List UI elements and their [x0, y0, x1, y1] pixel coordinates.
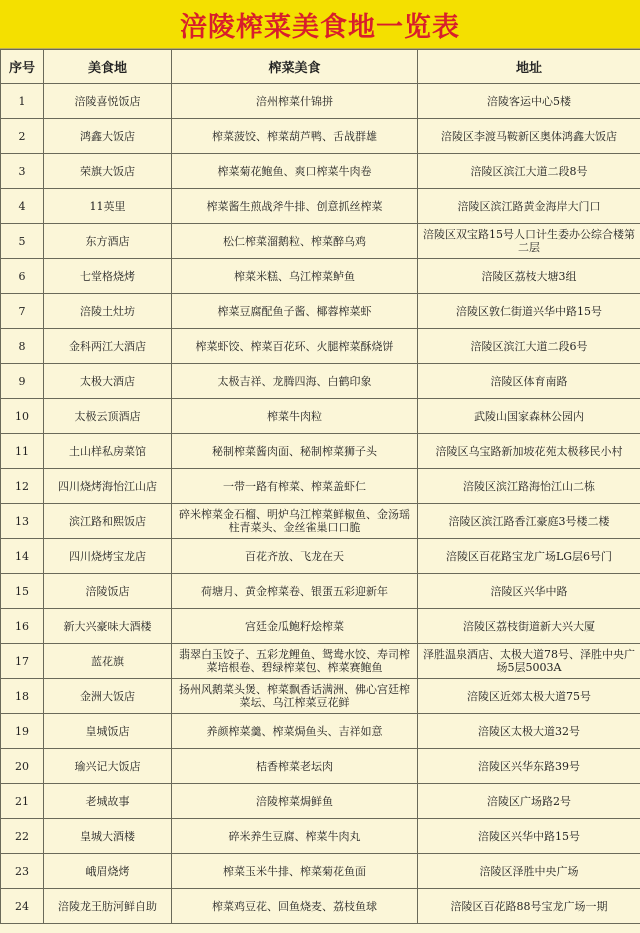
address-cell: 涪陵区兴华中路	[418, 574, 640, 609]
venue-cell: 皇城饭店	[44, 714, 172, 749]
venue-cell: 东方酒店	[44, 224, 172, 259]
table-body	[1, 84, 640, 924]
venue-cell: 金洲大饭店	[44, 679, 172, 714]
row-index: 16	[1, 609, 44, 644]
table-row	[1, 889, 640, 924]
venue-cell: 金科两江大酒店	[44, 329, 172, 364]
header-venue: 美食地	[44, 50, 172, 84]
row-index: 22	[1, 819, 44, 854]
dish-cell: 榨菜米糕、乌江榨菜鲈鱼	[172, 259, 418, 294]
venue-cell: 皇城大酒楼	[44, 819, 172, 854]
table-row	[1, 644, 640, 679]
venue-cell: 峨眉烧烤	[44, 854, 172, 889]
dish-cell: 榨菜酱生煎战斧牛排、创意抓丝榨菜	[172, 189, 418, 224]
venue-cell: 七堂格烧烤	[44, 259, 172, 294]
address-cell: 涪陵区兴华中路15号	[418, 819, 640, 854]
row-index: 5	[1, 224, 44, 259]
venue-cell: 涪陵土灶坊	[44, 294, 172, 329]
dish-cell: 桔香榨菜老坛肉	[172, 749, 418, 784]
venue-cell: 11英里	[44, 189, 172, 224]
table-row	[1, 189, 640, 224]
row-index: 15	[1, 574, 44, 609]
address-cell: 泽胜温泉酒店、太极大道78号、泽胜中央广场5层5003A	[418, 644, 640, 679]
row-index: 3	[1, 154, 44, 189]
address-cell: 涪陵区滨江大道二段8号	[418, 154, 640, 189]
venue-cell: 太极云顶酒店	[44, 399, 172, 434]
address-cell: 涪陵区滨江路海怡江山二栋	[418, 469, 640, 504]
row-index: 8	[1, 329, 44, 364]
venue-cell: 老城故事	[44, 784, 172, 819]
table-row	[1, 749, 640, 784]
address-cell: 涪陵区兴华东路39号	[418, 749, 640, 784]
table-row	[1, 504, 640, 539]
dish-cell: 榨菜菊花鲍鱼、爽口榨菜牛肉卷	[172, 154, 418, 189]
table-row	[1, 819, 640, 854]
title-bar	[0, 0, 640, 49]
venue-cell: 瑜兴记大饭店	[44, 749, 172, 784]
table-row	[1, 259, 640, 294]
dish-cell: 涪州榨菜什锦拼	[172, 84, 418, 119]
venue-cell: 涪陵喜悦饭店	[44, 84, 172, 119]
row-index: 18	[1, 679, 44, 714]
dish-cell: 碎米榨菜金石榴、明炉乌江榨菜鲜椒鱼、金汤瑶柱青菜头、金丝雀巢口口脆	[172, 504, 418, 539]
address-cell: 涪陵区乌宝路新加坡花苑太极移民小村	[418, 434, 640, 469]
address-cell: 涪陵区滨江路香江豪庭3号楼二楼	[418, 504, 640, 539]
table-row	[1, 679, 640, 714]
table-row	[1, 574, 640, 609]
address-cell: 涪陵区敦仁街道兴华中路15号	[418, 294, 640, 329]
address-cell: 武陵山国家森林公园内	[418, 399, 640, 434]
dish-cell: 榨菜虾饺、榨菜百花环、火腿榨菜酥烧饼	[172, 329, 418, 364]
venue-cell: 涪陵龙王肪河鲜自助	[44, 889, 172, 924]
dish-cell: 碎米养生豆腐、榨菜牛肉丸	[172, 819, 418, 854]
row-index: 23	[1, 854, 44, 889]
address-cell: 涪陵客运中心5楼	[418, 84, 640, 119]
venue-cell: 滨江路和熙饭店	[44, 504, 172, 539]
header-dish: 榨菜美食	[172, 50, 418, 84]
table-row	[1, 329, 640, 364]
dish-cell: 翡翠白玉饺子、五彩龙鲤鱼、鸳鸯水饺、寿司榨菜培根卷、碧绿榨菜包、榨菜赛鲍鱼	[172, 644, 418, 679]
table-row	[1, 854, 640, 889]
row-index: 2	[1, 119, 44, 154]
address-cell: 涪陵区广场路2号	[418, 784, 640, 819]
table-row	[1, 294, 640, 329]
table-row	[1, 224, 640, 259]
address-cell: 涪陵区百花路88号宝龙广场一期	[418, 889, 640, 924]
row-index: 4	[1, 189, 44, 224]
dish-cell: 太极吉祥、龙腾四海、白鹤印象	[172, 364, 418, 399]
row-index: 21	[1, 784, 44, 819]
address-cell: 涪陵区荔枝街道新大兴大厦	[418, 609, 640, 644]
dish-cell: 榨菜牛肉粒	[172, 399, 418, 434]
address-cell: 涪陵区体育南路	[418, 364, 640, 399]
row-index: 12	[1, 469, 44, 504]
row-index: 24	[1, 889, 44, 924]
venue-cell: 四川烧烤海怡江山店	[44, 469, 172, 504]
table-row	[1, 399, 640, 434]
row-index: 13	[1, 504, 44, 539]
dish-cell: 宫廷金瓜鲍籽烩榨菜	[172, 609, 418, 644]
address-cell: 涪陵区太极大道32号	[418, 714, 640, 749]
header-address: 地址	[418, 50, 640, 84]
venue-cell: 四川烧烤宝龙店	[44, 539, 172, 574]
dish-cell: 松仁榨菜溜鹅粒、榨菜醉乌鸡	[172, 224, 418, 259]
venue-cell: 新大兴豪味大酒楼	[44, 609, 172, 644]
row-index: 11	[1, 434, 44, 469]
venue-cell: 涪陵饭店	[44, 574, 172, 609]
table-row	[1, 609, 640, 644]
dish-cell: 一带一路有榨菜、榨菜盖虾仁	[172, 469, 418, 504]
address-cell: 涪陵区滨江路黄金海岸大门口	[418, 189, 640, 224]
row-index: 20	[1, 749, 44, 784]
header-row	[1, 50, 640, 84]
table-row	[1, 84, 640, 119]
table-row	[1, 714, 640, 749]
table-row	[1, 539, 640, 574]
food-table	[0, 49, 640, 924]
venue-cell: 荣旗大饭店	[44, 154, 172, 189]
dish-cell: 扬州风鹅菜头煲、榨菜飘香话满洲、佛心宫廷榨菜坛、乌江榨菜豆花鲜	[172, 679, 418, 714]
row-index: 1	[1, 84, 44, 119]
address-cell: 涪陵区近郊太极大道75号	[418, 679, 640, 714]
table-row	[1, 784, 640, 819]
venue-cell: 太极大酒店	[44, 364, 172, 399]
address-cell: 涪陵区荔枝大塘3组	[418, 259, 640, 294]
row-index: 17	[1, 644, 44, 679]
row-index: 6	[1, 259, 44, 294]
table-row	[1, 364, 640, 399]
address-cell: 涪陵区百花路宝龙广场LG层6号门	[418, 539, 640, 574]
venue-cell: 土山样私房菜馆	[44, 434, 172, 469]
table-row	[1, 119, 640, 154]
address-cell: 涪陵区双宝路15号人口计生委办公综合楼第二层	[418, 224, 640, 259]
dish-cell: 榨菜菠饺、榨菜葫芦鸭、舌战群雄	[172, 119, 418, 154]
table-row	[1, 434, 640, 469]
row-index: 14	[1, 539, 44, 574]
dish-cell: 养颜榨菜羹、榨菜焗鱼头、吉祥如意	[172, 714, 418, 749]
venue-cell: 鸿鑫大饭店	[44, 119, 172, 154]
address-cell: 涪陵区泽胜中央广场	[418, 854, 640, 889]
dish-cell: 榨菜鸡豆花、回鱼烧麦、荔枝鱼球	[172, 889, 418, 924]
dish-cell: 百花齐放、飞龙在天	[172, 539, 418, 574]
dish-cell: 榨菜豆腐配鱼子酱、椰蓉榨菜虾	[172, 294, 418, 329]
dish-cell: 荷塘月、黄金榨菜卷、银蛋五彩迎新年	[172, 574, 418, 609]
venue-cell: 蓝花旗	[44, 644, 172, 679]
table-row	[1, 154, 640, 189]
dish-cell: 榨菜玉米牛排、榨菜菊花鱼面	[172, 854, 418, 889]
table-row	[1, 469, 640, 504]
dish-cell: 秘制榨菜酱肉面、秘制榨菜狮子头	[172, 434, 418, 469]
dish-cell: 涪陵榨菜焗鲜鱼	[172, 784, 418, 819]
row-index: 7	[1, 294, 44, 329]
row-index: 19	[1, 714, 44, 749]
page-title: 涪陵榨菜美食地一览表	[180, 11, 460, 43]
row-index: 9	[1, 364, 44, 399]
address-cell: 涪陵区滨江大道二段6号	[418, 329, 640, 364]
header-index: 序号	[1, 50, 44, 84]
row-index: 10	[1, 399, 44, 434]
address-cell: 涪陵区李渡马鞍新区奥体鸿鑫大饭店	[418, 119, 640, 154]
